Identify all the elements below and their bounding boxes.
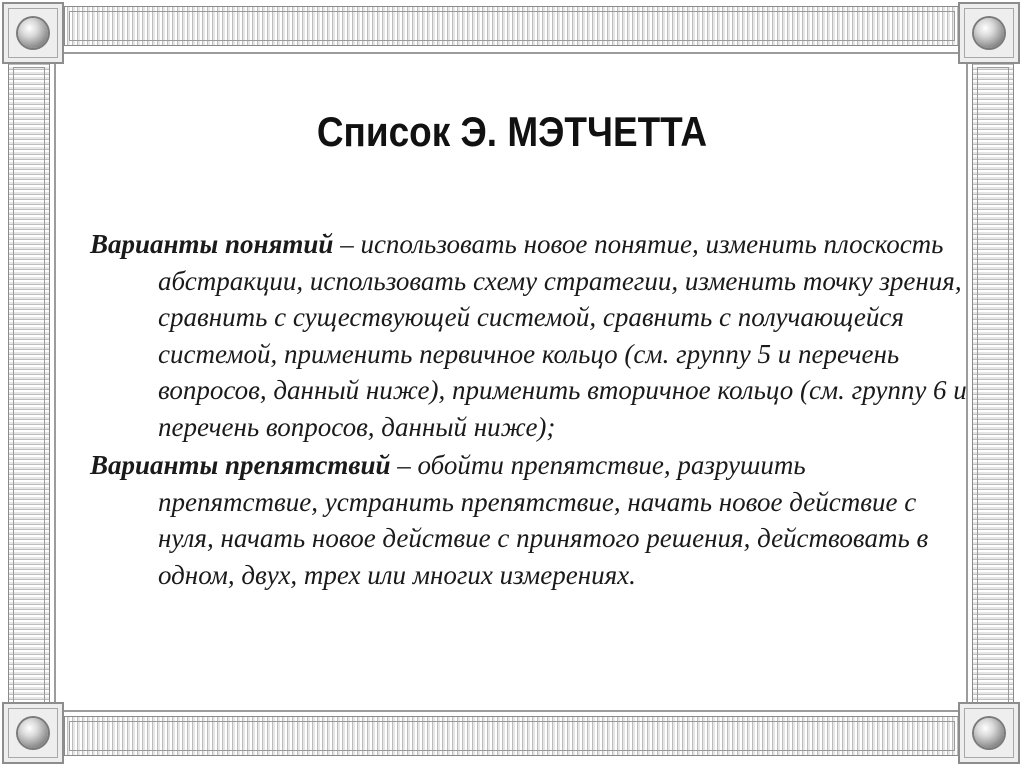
list-item-obstacle-variants xyxy=(90,447,970,593)
frame-left-rail xyxy=(8,62,50,708)
bolt-icon xyxy=(18,18,48,48)
item-description: обойти препятствие, разрушить препятствие, устранить препятствие, начать новое действие с нуля, начать новое действие с принятого решения, действовать в одном, двух, трех или многих измерениях. xyxy=(158,450,929,590)
item-description: использовать новое понятие, изменить плоскость абстракции, использовать схему стратегии, изменить точку зрения, сравнить с существующей системой, сравнить с получающейся системой, применить первичное кольцо (см. группу 5 и перечень вопросов, данный ниже), применить вторичное кольцо (см. группу 6 и перечень вопросов, данный ниже); xyxy=(158,229,967,442)
frame-corner-top-left xyxy=(2,2,64,64)
term-dash: – xyxy=(390,450,418,480)
slide-title: Список Э. МЭТЧЕТТА xyxy=(316,108,708,155)
frame-top-rail xyxy=(64,6,960,46)
frame-corner-bottom-right xyxy=(958,702,1020,764)
frame-bottom-rail xyxy=(64,716,960,756)
frame-right-rail xyxy=(972,62,1014,708)
bolt-icon xyxy=(974,718,1004,748)
term-label: Варианты понятий xyxy=(90,229,334,259)
frame-corner-bottom-left xyxy=(2,702,64,764)
term-dash: – xyxy=(333,229,361,259)
bolt-icon xyxy=(18,718,48,748)
frame-corner-top-right xyxy=(958,2,1020,64)
term-label: Варианты препятствий xyxy=(90,450,391,480)
slide-body xyxy=(90,226,970,595)
bolt-icon xyxy=(974,18,1004,48)
list-item-concept-variants xyxy=(90,226,970,445)
